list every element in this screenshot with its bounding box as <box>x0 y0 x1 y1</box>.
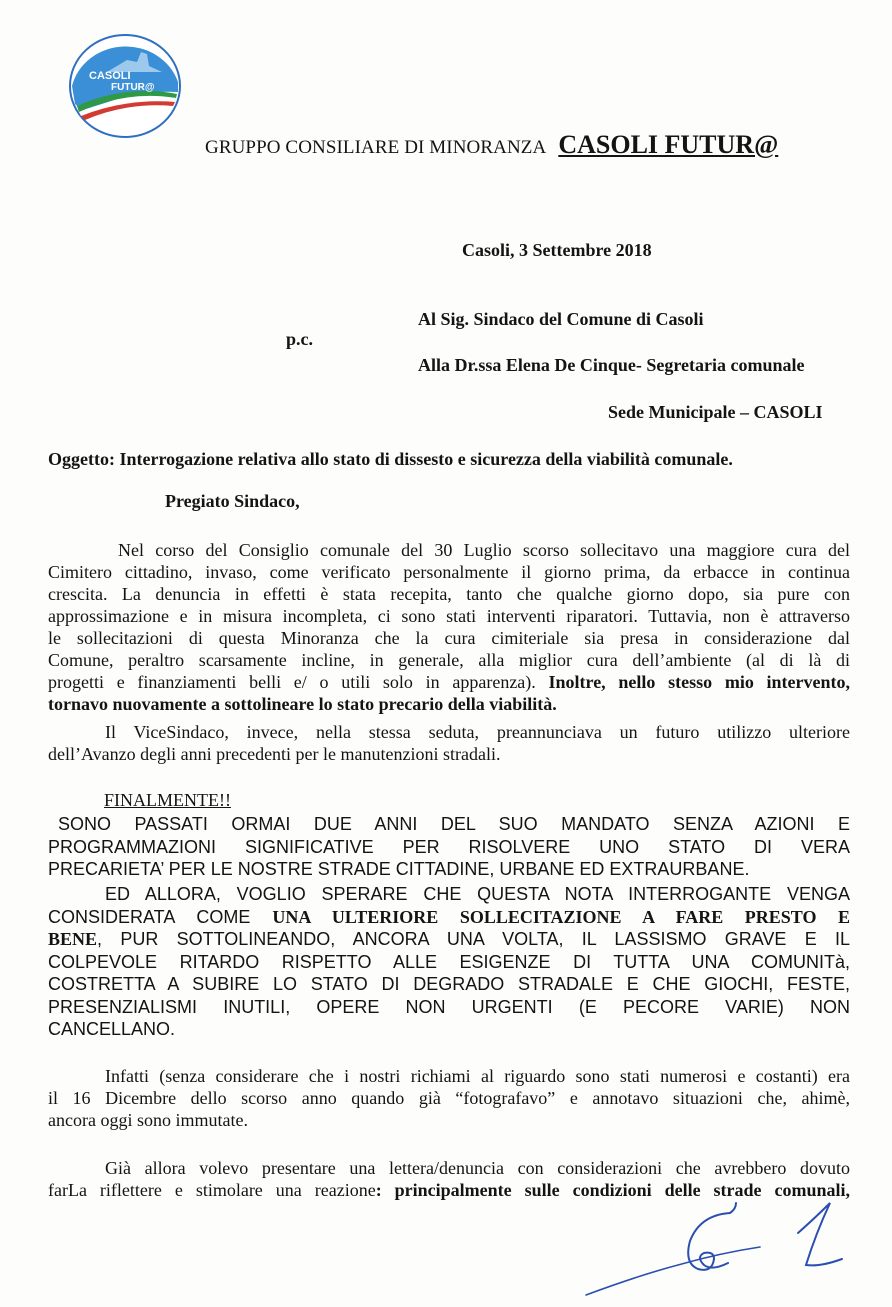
letter-subject: Oggetto: Interrogazione relativa allo stato di dissesto e sicurezza della viabilità comunale. <box>48 449 733 469</box>
caps-paragraph-2-line3-text: , PUR SOTTOLINEANDO, ANCORA UNA VOLTA, IL LASSISMO GRAVE E IL <box>97 929 850 949</box>
letter-header <box>205 130 778 160</box>
caps-paragraph-2-line: COSTRETTA A SUBIRE LO STATO DI DEGRADO STRADALE E CHE GIOCHI, FESTE, <box>48 974 850 994</box>
paragraph-1 <box>48 539 850 715</box>
logo-text-futura: FUTUR@ <box>111 82 155 93</box>
paragraph-1-line: Cimitero cittadino, invaso, come verificato personalmente il giorno prima, da erbacce in continua <box>48 562 850 582</box>
caps-paragraph-2-line3-bold: BENE <box>48 929 98 949</box>
paragraph-1-line: Comune, peraltro scarsamente incline, in generale, alla miglior cura dell’ambiente (al di là di <box>48 650 850 670</box>
caps-paragraph-1-line: PRECARIETA’ PER LE NOSTRE STRADE CITTADINE, URBANE ED EXTRAURBANE. <box>48 859 750 879</box>
paragraph-4-line2-text: farLa riflettere e stimolare una reazione <box>48 1180 376 1200</box>
paragraph-1-line: Nel corso del Consiglio comunale del 30 Luglio scorso sollecitavo una maggiore cura del <box>118 540 850 560</box>
paragraph-2-line: Il ViceSindaco, invece, nella stessa seduta, preannunciava un futuro utilizzo ulteriore <box>105 722 850 742</box>
paragraph-3-line: il 16 Dicembre dello scorso anno quando già “fotografavo” e annotavo situazioni che, ahimè, <box>48 1088 850 1108</box>
finalmente-heading: FINALMENTE!! <box>104 790 231 810</box>
casoli-futura-logo <box>67 32 183 140</box>
caps-paragraph-2-line: CANCELLANO. <box>48 1019 176 1039</box>
paragraph-4-line2-bold: : principalmente sulle condizioni delle strade comunali, <box>375 1180 851 1200</box>
caps-paragraph-1-line: PROGRAMMAZIONI SIGNIFICATIVE PER RISOLVERE UNO STATO DI VERA <box>48 836 850 857</box>
letter-greeting: Pregiato Sindaco, <box>165 491 300 511</box>
recipient-secretary: Alla Dr.ssa Elena De Cinque- Segretaria comunale <box>418 355 805 375</box>
paragraph-1-line7-bold: Inoltre, nello stesso mio intervento, <box>548 672 851 692</box>
pc-label: p.c. <box>286 329 313 349</box>
logo-text-casoli: CASOLI <box>89 70 131 82</box>
caps-paragraph-2-line: COLPEVOLE RITARDO RISPETTO ALLE ESIGENZE DI TUTTA UNA COMUNITà, <box>48 951 850 972</box>
recipient-mayor: Al Sig. Sindaco del Comune di Casoli <box>418 309 704 329</box>
paragraph-1-line: crescita. La denuncia in effetti è stata recepita, tanto che qualche giorno dopo, sia pure con <box>48 584 850 604</box>
caps-paragraph-2-line: PRESENZIALISMI INUTILI, OPERE NON URGENTI (E PECORE VARIE) NON <box>48 996 850 1017</box>
paragraph-1-line: le sollecitazioni di questa Minoranza che la cura cimiteriale sia presa in considerazione dal <box>48 628 850 648</box>
caps-paragraph-2-line: ED ALLORA, VOGLIO SPERARE CHE QUESTA NOTA INTERROGANTE VENGA <box>105 884 850 904</box>
paragraph-3-line: Infatti (senza considerare che i nostri richiami al riguardo sono stati numerosi e costanti) era <box>105 1066 850 1086</box>
paragraph-1-line7-text: progetti e finanziamenti belli e/ o utili solo in apparenza). <box>48 672 549 692</box>
handwritten-initials <box>580 1193 850 1303</box>
recipient-address: Sede Municipale – CASOLI <box>608 402 823 422</box>
paragraph-3-line: ancora oggi sono immutate. <box>48 1110 248 1130</box>
caps-paragraph-2-line-mixed <box>48 928 850 951</box>
paragraph-3 <box>48 1065 850 1131</box>
paragraph-4-line: Già allora volevo presentare una lettera/denuncia con considerazioni che avrebbero dovuto <box>105 1158 850 1178</box>
caps-paragraph-2-line2-text: CONSIDERATA COME <box>48 906 273 927</box>
place-date: Casoli, 3 Settembre 2018 <box>462 240 652 260</box>
caps-paragraph-2-line-mixed <box>48 906 850 929</box>
paragraph-2 <box>48 721 850 765</box>
header-group-name: GRUPPO CONSILIARE DI MINORANZA <box>205 137 547 158</box>
caps-paragraph-2-line2-bold: UNA ULTERIORE SOLLECITAZIONE A FARE PRESTO E <box>272 906 850 927</box>
paragraph-2-line: dell’Avanzo degli anni precedenti per le manutenzioni stradali. <box>48 744 501 764</box>
caps-paragraph-1-line: SONO PASSATI ORMAI DUE ANNI DEL SUO MANDATO SENZA AZIONI E <box>58 814 850 834</box>
paragraph-1-line: approssimazione e in misura incompleta, ci sono stati interventi riparatori. Tuttavia, non è attraverso <box>48 606 850 626</box>
caps-paragraph-1 <box>48 813 850 881</box>
paragraph-1-line8-bold: tornavo nuovamente a sottolineare lo stato precario della viabilità. <box>48 694 557 714</box>
caps-paragraph-2 <box>48 883 850 1041</box>
paragraph-1-line-mixed <box>48 671 850 693</box>
header-party-name: CASOLI FUTUR@ <box>558 130 779 159</box>
